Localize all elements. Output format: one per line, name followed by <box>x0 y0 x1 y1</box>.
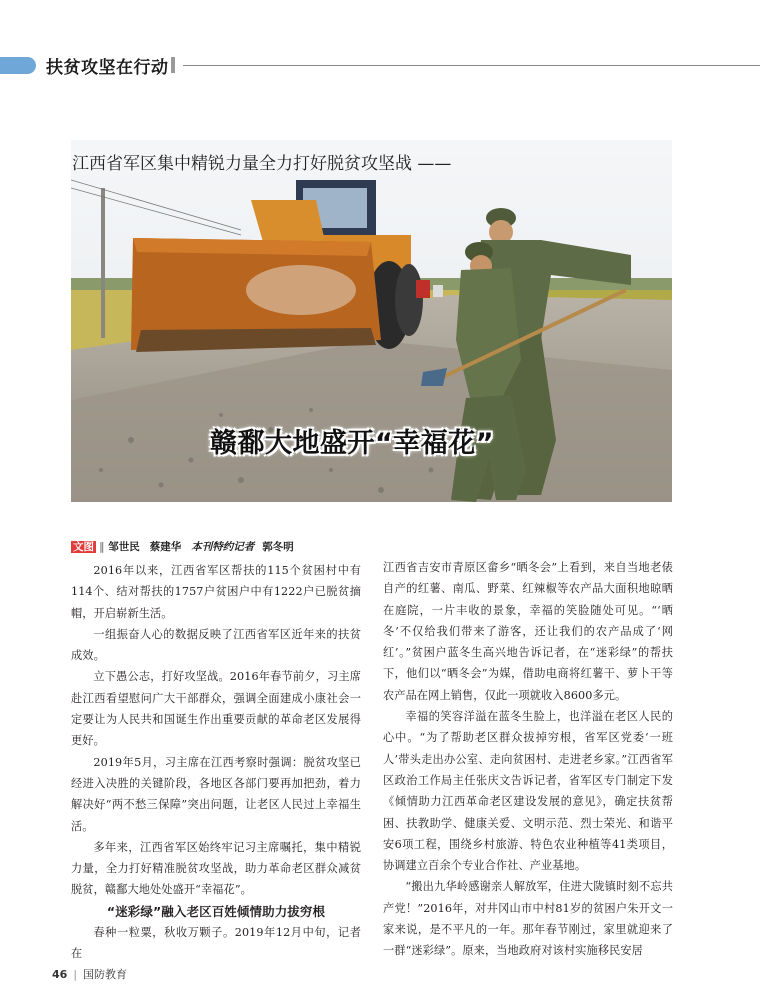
byline-author: 蔡建华 <box>149 541 182 553</box>
paragraph: 一组振奋人心的数据反映了江西省军区近年来的扶贫成效。 <box>71 627 361 663</box>
byline <box>71 539 304 554</box>
byline-author: 郭冬明 <box>262 541 294 553</box>
page-footer <box>52 966 127 982</box>
section-subhead: “迷彩绿”融入老区百姓倾情助力拔穷根 <box>106 903 326 919</box>
paragraph: 2019年5月，习主席在江西考察时强调：脱贫攻坚已经进入决胜的关键阶段，各地区各部门要再加把劲，着力解决好“两不愁三保障”突出问题，让老区人民过上幸福生活。 <box>71 755 361 833</box>
paragraph: “搬出九华岭感谢亲人解放军，住进大陇镇时刻不忘共产党！”2016年，对井冈山市中村81岁的贫困户朱开文一家来说，是不平凡的一年。那年春节刚过，家里就迎来了一群“迷彩绿”。原来，当地政府对该村实施移民安居 <box>383 880 673 958</box>
paragraph: 立下愚公志，打好攻坚战。2016年春节前夕，习主席赴江西看望慰问广大干部群众，强调全面建成小康社会一定要让为人民共和国诞生作出重要贡献的革命老区发展得更好。 <box>71 670 361 748</box>
left-column <box>71 560 361 965</box>
header-rule <box>183 65 760 66</box>
article-kicker: 江西省军区集中精锐力量全力打好脱贫攻坚战 —— <box>72 154 452 174</box>
paragraph: 江西省吉安市青原区畲乡“晒冬会”上看到，来自当地老俵自产的红薯、南瓜、野菜、红辣椒等农产品大面积地晾晒在庭院，一片丰收的景象，幸福的笑脸随处可见。“‘晒冬’不仅给我们带来了游客，还让我们的农产品成了‘网红’。”贫困户蓝冬生高兴地告诉记者，在“迷彩绿”的帮扶下，他们以“晒冬会”为媒，借助电商将红薯干、萝卜干等农产品在网上销售，仅此一项就收入8600多元。 <box>383 561 673 702</box>
page-number: 46 <box>52 968 68 981</box>
paragraph: 幸福的笑容洋溢在蓝冬生脸上，也洋溢在老区人民的心中。“为了帮助老区群众拔掉穷根，省军区党委‘一班人’带头走出办公室、走向贫困村、走进老乡家。”江西省军区政治工作局主任张庆文告诉记者，省军区专门制定下发《倾情助力江西革命老区建设发展的意见》，确定扶贫帮困、扶教助学、健康关爱、文明示范、烈士荣光、和谐平安6项工程，围绕乡村旅游、特色农业种植等41类项目，协调建立百余个专业合作社、产业基地。 <box>383 710 673 873</box>
section-title: 扶贫攻坚在行动 <box>46 58 169 78</box>
byline-author: 邹世民 <box>108 541 140 553</box>
article-headline: 赣鄱大地盛开“幸福花” <box>210 428 494 459</box>
magazine-name: 国防教育 <box>83 968 128 981</box>
byline-role: 本刊特约记者 <box>191 541 255 553</box>
byline-separator: ‖ <box>99 541 105 553</box>
header-accent-bar <box>0 57 36 74</box>
footer-separator: | <box>73 968 78 981</box>
paragraph: 多年来，江西省军区始终牢记习主席嘱托，集中精锐力量，全力打好精准脱贫攻坚战，助力革命老区群众减贫脱贫，赣鄱大地处处盛开“幸福花”。 <box>71 840 361 897</box>
right-column <box>383 557 673 962</box>
header-separator <box>171 57 175 73</box>
byline-tag: 文图 <box>73 541 94 553</box>
paragraph: 春种一粒粟，秋收万颗子。2019年12月中旬，记者在 <box>71 926 361 961</box>
paragraph: 2016年以来，江西省军区帮扶的115个贫困村中有114个、结对帮扶的1757户贫困户中有1222户已脱贫摘帽，开启崭新生活。 <box>71 564 361 620</box>
